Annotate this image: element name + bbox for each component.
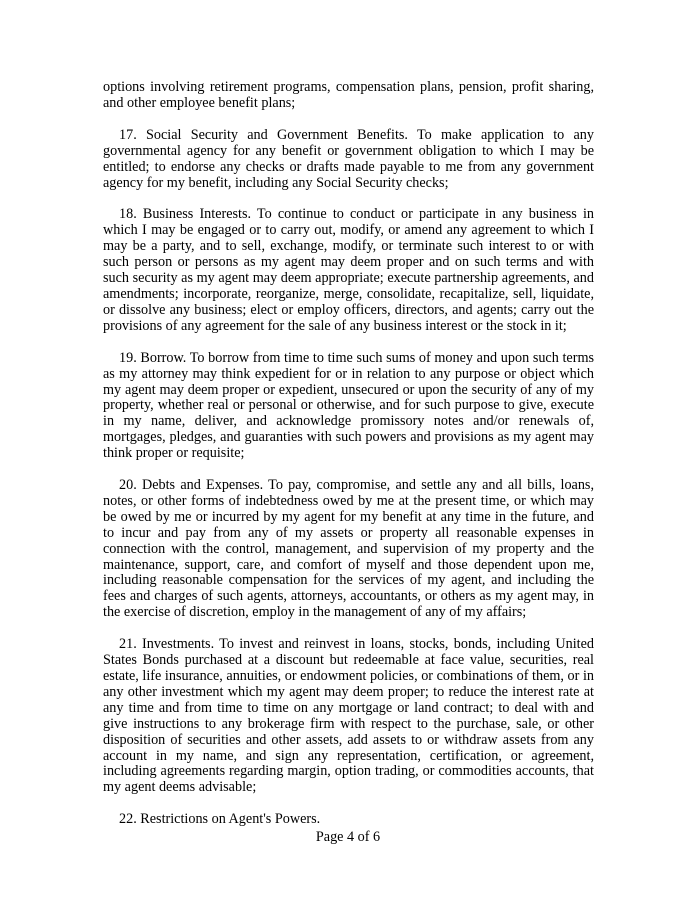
paragraph-19-borrow: 19. Borrow. To borrow from time to time such sums of money and upon such terms as my attorney may think expedient for or in relation to any purpose or object which my agent may deem proper or expedient, unsecured or upon the security of any of my property, whether real or personal or otherwise, and for such purpose to give, execute in my name, deliver, and acknowledge promissory notes and/or renewals of, mortgages, pledges, and guaranties with such powers and provisions as my agent may think proper or requisite;: [103, 349, 594, 462]
paragraph-continuation: options involving retirement programs, compensation plans, pension, profit sharing, and other employee benefit plans;: [103, 79, 594, 111]
paragraph-20-debts-expenses: 20. Debts and Expenses. To pay, compromise, and settle any and all bills, loans, notes, or other forms of indebtedness owed by me at the present time, or which may be owed by me or incurred by my agent for my benefit at any time in the future, and to incur and pay from any of my assets or property all reasonable expenses in connection with the control, management, and supervision of my property and the maintenance, support, care, and comfort of myself and those dependent upon me, including reasonable compensation for the services of my agent, and including the fees and charges of such agents, attorneys, accountants, or others as my agent may, in the exercise of discretion, employ in the management of any of my affairs;: [103, 477, 594, 621]
paragraph-18-business-interests: 18. Business Interests. To continue to conduct or participate in any business in which I may be engaged or to carry out, modify, or amend any agreement to which I may be a party, and to sell, exchange, modify, or terminate such interest to or with such person or persons as my agent may deem proper and on such terms and with such security as my agent may deem appropriate; execute partnership agreements, and amendments; incorporate, reorganize, merge, consolidate, recapitalize, sell, liquidate, or dissolve any business; elect or employ officers, directors, and agents; carry out the provisions of any agreement for the sale of any business interest or the stock in it;: [103, 206, 594, 334]
document-body: [103, 80, 594, 844]
paragraph-17-social-security: 17. Social Security and Government Benefits. To make application to any governmental agency for any benefit or government obligation to which I may be entitled; to endorse any checks or drafts made payable to me from any government agency for my benefit, including any Social Security checks;: [103, 126, 594, 191]
page-number-footer: Page 4 of 6: [315, 829, 381, 845]
paragraph-22-restrictions: 22. Restrictions on Agent's Powers.: [119, 811, 321, 828]
paragraph-21-investments: 21. Investments. To invest and reinvest in loans, stocks, bonds, including United States Bonds purchased at a discount but redeemable at face value, securities, real estate, life insurance, annuities, or endowment policies, or combinations of them, or in any other investment which my agent may deem proper; to reduce the interest rate at any time and from time to time on any mortgage or land contract; to deal with and give instructions to any brokerage firm with respect to the purchase, sale, or other disposition of securities and other assets, add assets to or withdraw assets from any account in my name, and sign any representation, certification, or agreement, including agreements regarding margin, option trading, or commodities accounts, that my agent deems advisable;: [103, 636, 594, 796]
